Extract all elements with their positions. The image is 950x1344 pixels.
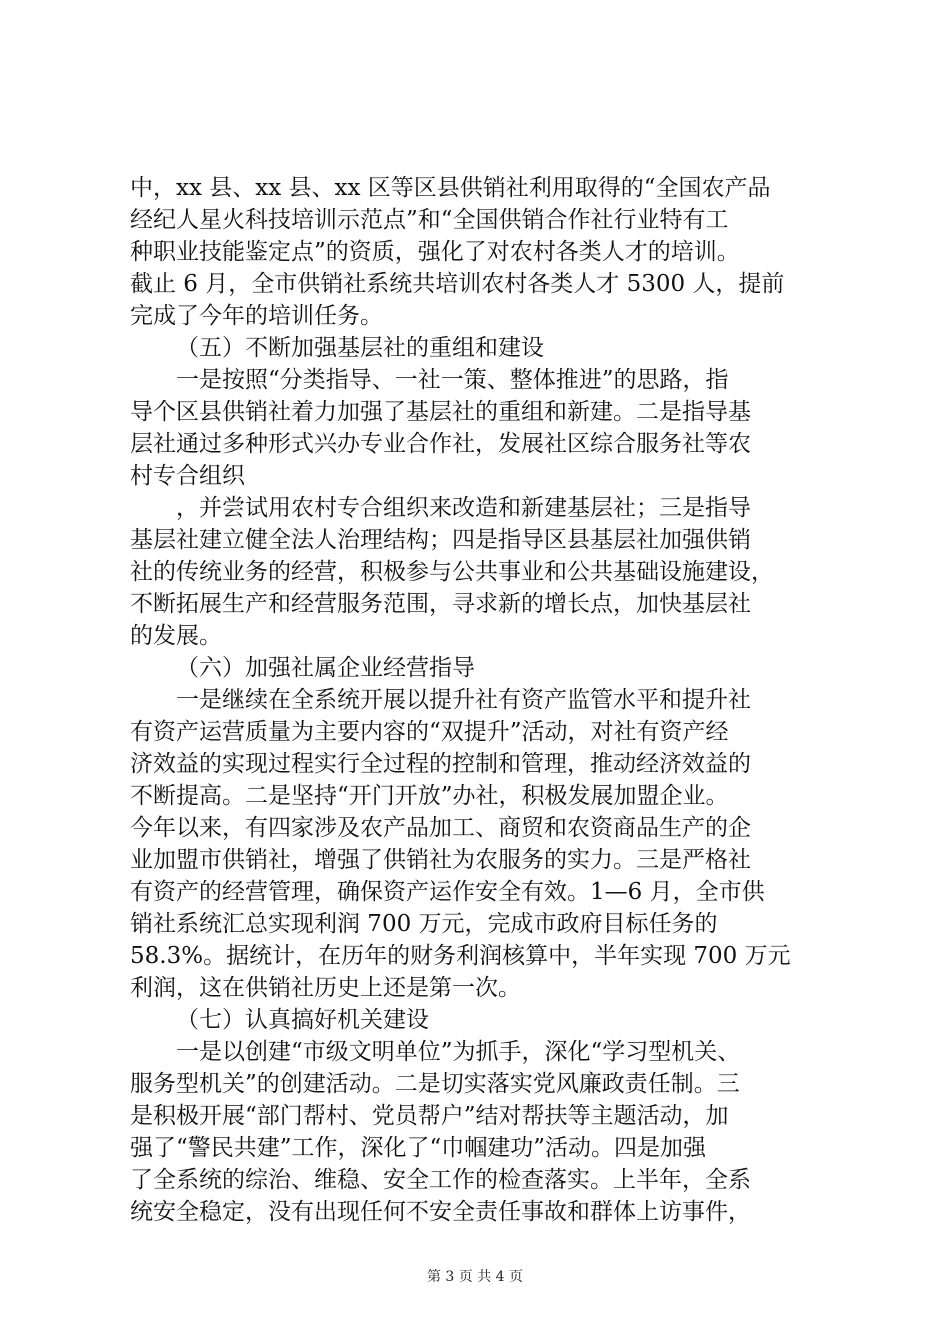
text-line: 导个区县供销社着力加强了基层社的重组和新建。二是指导基 [130,399,751,425]
text-line: 完成了今年的培训任务。 [130,303,383,329]
text-line: 中，xx 县、xx 县、xx 区等区县供销社利用取得的“全国农产品 [130,175,771,201]
text-line: 业加盟市供销社，增强了供销社为农服务的实力。三是严格社 [130,847,751,873]
section-heading: （七）认真搞好机关建设 [176,1007,429,1033]
text-line: 服务型机关”的创建活动。二是切实落实党风廉政责任制。三 [130,1071,740,1097]
text-line: 是积极开展“部门帮村、党员帮户”结对帮扶等主题活动，加 [130,1103,729,1129]
text-line: 销社系统汇总实现利润 700 万元，完成市政府目标任务的 [130,911,718,937]
text-line: 一是以创建“市级文明单位”为抓手，深化“学习型机关、 [176,1039,741,1065]
text-line: 58.3%。据统计，在历年的财务利润核算中，半年实现 700 万元 [130,943,791,969]
text-line: 了全系统的综治、维稳、安全工作的检查落实。上半年，全系 [130,1167,751,1193]
text-line: 层社通过多种形式兴办专业合作社，发展社区综合服务社等农 [130,431,751,457]
text-line: 统安全稳定，没有出现任何不安全责任事故和群体上访事件， [130,1199,751,1225]
section-heading: （六）加强社属企业经营指导 [176,655,475,681]
text-line: 种职业技能鉴定点”的资质，强化了对农村各类人才的培训。 [130,239,740,265]
text-line: ，并尝试用农村专合组织来改造和新建基层社；三是指导 [176,495,751,521]
text-line: 村专合组织 [130,463,245,489]
document-body [130,172,830,1228]
text-line: 有资产的经营管理，确保资产运作安全有效。1—6 月，全市供 [130,879,765,905]
text-line: 的发展。 [130,623,222,649]
text-line: 利润，这在供销社历史上还是第一次。 [130,975,521,1001]
text-line: 一是按照“分类指导、一社一策、整体推进”的思路，指 [176,367,729,393]
text-line: 经纪人星火科技培训示范点”和“全国供销合作社行业特有工 [130,207,729,233]
text-line: 基层社建立健全法人治理结构；四是指导区县基层社加强供销 [130,527,751,553]
section-heading: （五）不断加强基层社的重组和建设 [176,335,544,361]
text-line: 不断拓展生产和经营服务范围，寻求新的增长点，加快基层社 [130,591,751,617]
text-line: 强了“警民共建”工作，深化了“巾帼建功”活动。四是加强 [130,1135,707,1161]
text-line: 今年以来，有四家涉及农产品加工、商贸和农资商品生产的企 [130,815,751,841]
text-line: 社的传统业务的经营，积极参与公共事业和公共基础设施建设， [130,559,774,585]
text-line: 截止 6 月，全市供销社系统共培训农村各类人才 5300 人，提前 [130,271,785,297]
page-footer: 第 3 页 共 4 页 [426,1269,524,1285]
text-line: 不断提高。二是坚持“开门开放”办社，积极发展加盟企业。 [130,783,729,809]
text-line: 一是继续在全系统开展以提升社有资产监管水平和提升社 [176,687,751,713]
text-line: 有资产运营质量为主要内容的“双提升”活动，对社有资产经 [130,719,729,745]
text-line: 济效益的实现过程实行全过程的控制和管理，推动经济效益的 [130,751,751,777]
